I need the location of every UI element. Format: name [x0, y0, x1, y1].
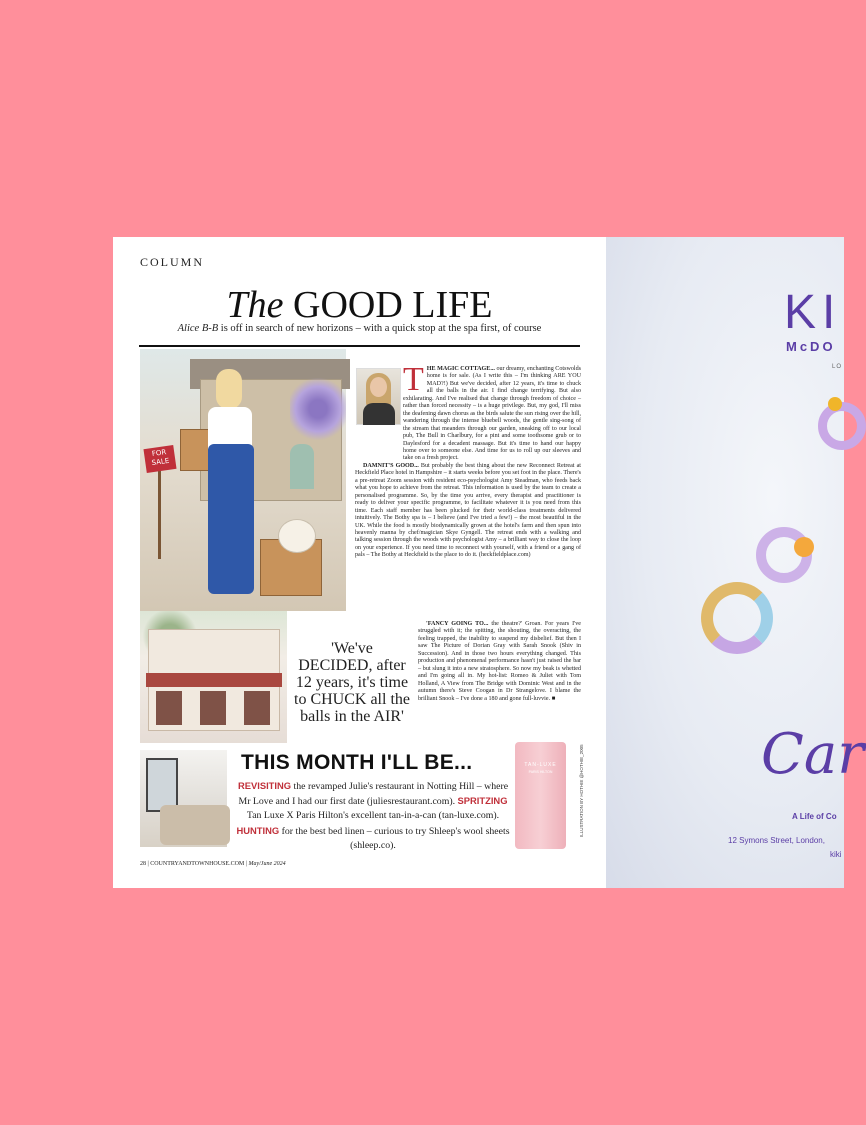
footer-page: 28 | COUNTRYANDTOWNHOUSE.COM |	[140, 861, 247, 867]
tm-text-3: for the best bed linen – curious to try Shleep's wool sheets (shleep.co).	[281, 825, 510, 851]
article-subtitle	[133, 323, 586, 334]
ad-brand-sub: McDO	[786, 339, 836, 354]
ad-script: Car	[761, 722, 865, 787]
tm-keyword-2: SPRITZING	[457, 795, 508, 807]
para1-text: our dreamy, enchanting Cotswolds home is for sale. (As I write this – I'm thinking ARE YOU MAD?!) But we've decided, after 12 years, it's time to chuck all the balls in the air. I find change terrifying. But also exhilarating. And I've realised that change through freedom of choice – rather than forced necessity – is a huge privilege. But, my god, I'll miss the deafening dawn chorus as the birds salute the sun rising over the hill, wandering through the intense bluebell woods, the gentle sing-song of the stream that meanders through our garden, sneaking off to our local pub, The Bull in Charlbury, for a pint and some toothsome grub or to Daylesford for a decadent massage. But it's time to hand our happy home over to someone else. And time for us to roll up our sleeves and take on a fresh project.	[403, 366, 582, 462]
ad-brand: KI	[784, 286, 842, 339]
tan-luxe-product-image	[515, 742, 566, 849]
title-italic: The	[226, 284, 284, 326]
illustration-credit: ILLUSTRATION BY HOTHIE @HOTHIE_2005	[579, 744, 584, 837]
tm-text-2: Tan Luxe X Paris Hilton's excellent tan-in-a-can (tan-luxe.com).	[246, 810, 500, 822]
this-month-title: THIS MONTH I'LL BE...	[241, 751, 473, 774]
tm-text-1: the revamped Julie's restaurant in Notting Hill – where Mr Love and I had our first date (juliesrestaurant.com).	[238, 781, 509, 808]
article-column-2	[418, 621, 581, 703]
para3-lead: 'FANCY GOING TO...	[426, 621, 489, 627]
for-sale-sign: FOR SALE	[143, 445, 176, 473]
drop-cap: T	[403, 361, 424, 398]
title-main: GOOD LIFE	[293, 284, 493, 326]
jewellery-advert	[606, 237, 865, 888]
this-month-list	[234, 779, 512, 853]
page-footer	[140, 861, 286, 867]
byline-name: Alice B-B	[177, 323, 219, 334]
ad-website: kiki	[830, 850, 842, 859]
subtitle-text: is off in search of new horizons – with a quick stop at the spa first, of course	[220, 323, 542, 334]
ad-address: 12 Symons Street, London,	[728, 836, 825, 845]
pull-quote: 'We've DECIDED, after 12 years, it's time to CHUCK all the balls in the AIR'	[294, 640, 410, 725]
product-label: TAN-LUXE	[524, 762, 557, 768]
tm-keyword-3: HUNTING	[236, 824, 280, 836]
para3-text: the theatre?' Groan. For years I've struggled with it; the spitting, the shouting, the overacting, the feeling trapped, the inability to suspend my disbelief. But then I saw The Picture of Dorian Gray with Sarah Snook (Shiv in Succession). And in those two hours everything changed. This production and phenomenal performance hasn't just raised the bar – but slung it into a new stratosphere. So now my beak is whetted and I'm going all in. My hot-list: Romeo & Juliet with Tom Holland, A View from The Bridge with Dominic West and in the autumn there's Steve Coogan in Dr Strangelove. I blame the brilliant Snook – I've done a 180 and gone full-luvvie. ■	[418, 621, 581, 702]
para1-lead: HE MAGIC COTTAGE...	[426, 366, 495, 372]
restaurant-illustration	[140, 611, 287, 743]
ad-tagline: A Life of Co	[792, 812, 837, 821]
magazine-page	[113, 237, 606, 888]
para2-lead: DAMNIT'S GOOD...	[363, 462, 419, 469]
cottage-illustration	[140, 349, 346, 611]
article-title	[113, 284, 606, 326]
dog-illustration	[278, 519, 316, 553]
title-rule	[139, 345, 580, 347]
bedroom-photo	[140, 750, 227, 847]
article-column-1	[355, 361, 582, 560]
footer-issue: May/June 2024	[248, 861, 286, 867]
product-sublabel: PARIS HILTON	[528, 770, 553, 774]
section-label: COLUMN	[140, 255, 205, 269]
para2-text: But probably the best thing about the new Reconnect Retreat at Heckfield Place hotel in Hampshire – it starts weeks before you set foot in the place. There's a pre-retreat Zoom session with resident eco-psychologist Amy Steadman, who feeds back what you hope to achieve from the retreat. This information is used by the team to create a personalised programme. So, by the time you arrive, every therapist and practitioner is ready to deliver your specific programme, to facilitate whatever it is you need from this time. Each staff member has been plucked for their world-class treatments delivered intuitively. The Bothy spa is – I believe (and I've tried a few!) – the most beautiful in the UK. While the food is mostly biodynamically grown at the hotel's farm and then spun into heavenly manna by chef/magician Skye Gyngell. The retreat ends with a walking and talking session through the woods with psychologist Amy – a brilliant way to close the loop on your experience. If you need time to reconnect with yourself, with a friend or a gang of pals – The Bothy at Heckfield is the place to do it. (heckfieldplace.com)	[355, 462, 581, 559]
tm-keyword-1: REVISITING	[237, 780, 292, 791]
ad-location: LO	[832, 364, 843, 370]
